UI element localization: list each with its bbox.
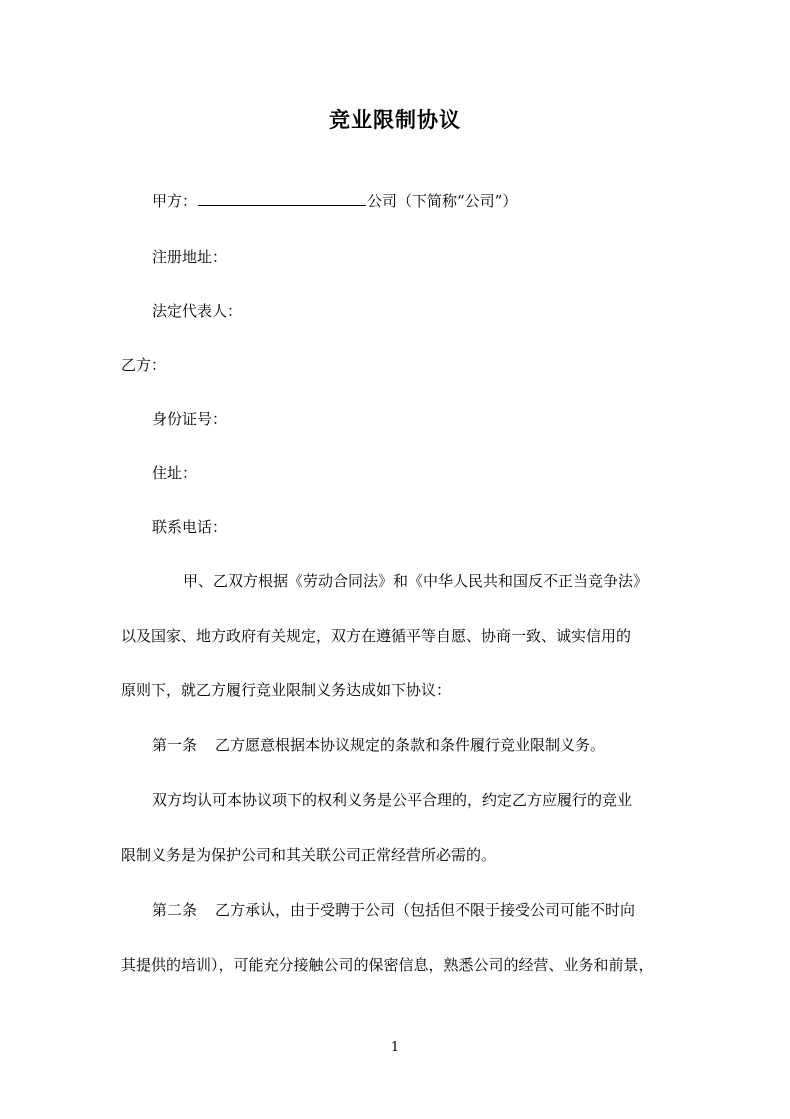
article-1-para-line-2: 限制义务是为保护公司和其关联公司正常经营所必需的。 <box>121 846 497 864</box>
preamble-line-1: 甲、乙双方根据《劳动合同法》和《中华人民共和国反不正当竞争法》 <box>183 572 649 590</box>
article-2 <box>152 900 635 920</box>
page-title: 竞业限制协议 <box>329 107 461 132</box>
party-a-blank <box>198 191 366 206</box>
id-number-label: 身份证号： <box>152 410 228 428</box>
party-a-label: 甲方： <box>152 192 198 210</box>
registered-address-label: 注册地址： <box>152 248 228 266</box>
party-a-suffix: 公司（下简称“公司”） <box>367 192 518 210</box>
legal-rep-label: 法定代表人： <box>152 302 243 320</box>
article-1-label: 第一条 <box>152 736 198 754</box>
article-2-label: 第二条 <box>152 901 198 919</box>
article-2-cont: 其提供的培训），可能充分接触公司的保密信息，熟悉公司的经营、业务和前景， <box>121 956 654 974</box>
preamble-line-3: 原则下，就乙方履行竞业限制义务达成如下协议： <box>121 681 452 699</box>
address-label: 住址： <box>152 464 198 482</box>
phone-label: 联系电话： <box>152 518 228 536</box>
article-1-para-line-1: 双方均认可本协议项下的权利义务是公平合理的，约定乙方应履行的竞业 <box>152 791 633 809</box>
preamble-line-2: 以及国家、地方政府有关规定，双方在遵循平等自愿、协商一致、诚实信用的 <box>121 627 632 645</box>
party-a-line <box>152 191 517 211</box>
article-1-text: 乙方愿意根据本协议规定的条款和条件履行竞业限制义务。 <box>215 736 606 754</box>
party-b-label: 乙方： <box>121 356 167 374</box>
article-1 <box>152 735 605 755</box>
article-2-text: 乙方承认，由于受聘于公司（包括但不限于接受公司可能不时向 <box>215 901 636 919</box>
page-number: 1 <box>390 1040 400 1055</box>
